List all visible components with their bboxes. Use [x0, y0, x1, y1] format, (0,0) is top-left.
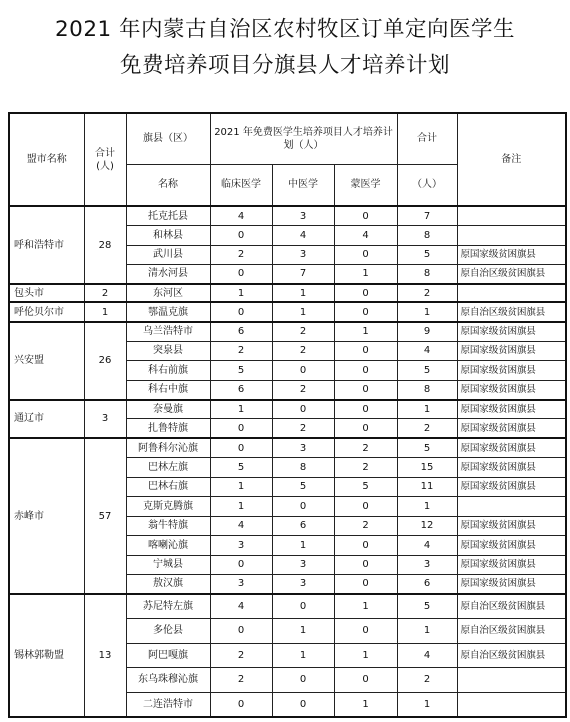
mongolian-count: 0 — [334, 206, 397, 225]
county-name: 武川县 — [126, 245, 210, 264]
county-name: 苏尼特左旗 — [126, 594, 210, 619]
league-total: 28 — [84, 206, 126, 284]
mongolian-count: 0 — [334, 497, 397, 516]
county-total: 8 — [397, 226, 457, 245]
note: 原国家级贫困旗县 — [457, 400, 566, 419]
county-name: 鄂温克旗 — [126, 302, 210, 321]
league-name: 呼伦贝尔市 — [9, 302, 84, 321]
county-total: 1 — [397, 618, 457, 643]
tcm-count: 2 — [272, 419, 334, 438]
note: 原自治区级贫困旗县 — [457, 302, 566, 321]
tcm-count: 2 — [272, 380, 334, 399]
note: 原自治区级贫困旗县 — [457, 643, 566, 668]
league-name: 兴安盟 — [9, 322, 84, 400]
tcm-count: 0 — [272, 668, 334, 693]
note: 原国家级贫困旗县 — [457, 477, 566, 496]
header-note: 备注 — [457, 113, 566, 206]
note: 原国家级贫困旗县 — [457, 245, 566, 264]
table-row — [9, 206, 566, 225]
header-total-a: 合计 (人) — [84, 113, 126, 206]
county-total: 1 — [397, 692, 457, 717]
tcm-count: 3 — [272, 438, 334, 457]
county-name: 奈曼旗 — [126, 400, 210, 419]
league-total: 26 — [84, 322, 126, 400]
clinical-count: 5 — [210, 458, 272, 477]
clinical-count: 0 — [210, 419, 272, 438]
county-name: 东乌珠穆沁旗 — [126, 668, 210, 693]
county-total: 4 — [397, 536, 457, 555]
county-name: 托克托县 — [126, 206, 210, 225]
clinical-count: 5 — [210, 361, 272, 380]
county-total: 12 — [397, 516, 457, 535]
mongolian-count: 0 — [334, 574, 397, 593]
mongolian-count: 1 — [334, 264, 397, 283]
county-name: 敖汉旗 — [126, 574, 210, 593]
league-name: 赤峰市 — [9, 438, 84, 594]
mongolian-count: 0 — [334, 361, 397, 380]
mongolian-count: 0 — [334, 668, 397, 693]
tcm-count: 0 — [272, 692, 334, 717]
note — [457, 497, 566, 516]
note: 原国家级贫困旗县 — [457, 380, 566, 399]
league-name: 呼和浩特市 — [9, 206, 84, 284]
clinical-count: 0 — [210, 226, 272, 245]
note: 原自治区级贫困旗县 — [457, 618, 566, 643]
note: 原国家级贫困旗县 — [457, 516, 566, 535]
clinical-count: 2 — [210, 643, 272, 668]
county-name: 乌兰浩特市 — [126, 322, 210, 341]
county-name: 科右中旗 — [126, 380, 210, 399]
county-name: 克斯克腾旗 — [126, 497, 210, 516]
note: 原国家级贫困旗县 — [457, 574, 566, 593]
tcm-count: 3 — [272, 206, 334, 225]
county-total: 1 — [397, 302, 457, 321]
county-name: 宁城县 — [126, 555, 210, 574]
note: 原国家级贫困旗县 — [457, 419, 566, 438]
header-mongolian: 蒙医学 — [334, 164, 397, 206]
mongolian-count: 2 — [334, 516, 397, 535]
county-total: 7 — [397, 206, 457, 225]
tcm-count: 0 — [272, 497, 334, 516]
county-name: 巴林右旗 — [126, 477, 210, 496]
tcm-count: 1 — [272, 284, 334, 302]
league-total: 57 — [84, 438, 126, 594]
clinical-count: 6 — [210, 380, 272, 399]
county-total: 5 — [397, 361, 457, 380]
clinical-count: 3 — [210, 536, 272, 555]
mongolian-count: 0 — [334, 618, 397, 643]
clinical-count: 2 — [210, 341, 272, 360]
clinical-count: 0 — [210, 302, 272, 321]
header-county-name: 名称 — [126, 164, 210, 206]
county-total: 1 — [397, 497, 457, 516]
header-plan-group: 2021 年免费医学生培养项目人才培养计划（人） — [210, 113, 397, 164]
tcm-count: 4 — [272, 226, 334, 245]
clinical-count: 1 — [210, 400, 272, 419]
clinical-count: 4 — [210, 516, 272, 535]
mongolian-count: 0 — [334, 245, 397, 264]
tcm-count: 7 — [272, 264, 334, 283]
note: 原国家级贫困旗县 — [457, 555, 566, 574]
mongolian-count: 0 — [334, 380, 397, 399]
county-total: 2 — [397, 668, 457, 693]
county-name: 突泉县 — [126, 341, 210, 360]
note: 原国家级贫困旗县 — [457, 361, 566, 380]
tcm-count: 6 — [272, 516, 334, 535]
county-name: 扎鲁特旗 — [126, 419, 210, 438]
tcm-count: 3 — [272, 245, 334, 264]
clinical-count: 3 — [210, 574, 272, 593]
note — [457, 284, 566, 302]
county-total: 4 — [397, 341, 457, 360]
county-name: 巴林左旗 — [126, 458, 210, 477]
county-name: 多伦县 — [126, 618, 210, 643]
clinical-count: 0 — [210, 692, 272, 717]
county-total: 5 — [397, 245, 457, 264]
clinical-count: 1 — [210, 284, 272, 302]
mongolian-count: 1 — [334, 594, 397, 619]
tcm-count: 0 — [272, 361, 334, 380]
county-name: 科右前旗 — [126, 361, 210, 380]
document-title-line1: 2021 年内蒙古自治区农村牧区订单定向医学生 — [54, 17, 516, 42]
header-row-1 — [9, 113, 566, 164]
tcm-count: 1 — [272, 643, 334, 668]
clinical-count: 0 — [210, 555, 272, 574]
mongolian-count: 4 — [334, 226, 397, 245]
header-clinical: 临床医学 — [210, 164, 272, 206]
clinical-count: 4 — [210, 594, 272, 619]
county-total: 1 — [397, 400, 457, 419]
table-row — [9, 322, 566, 341]
league-total: 2 — [84, 284, 126, 302]
tcm-count: 5 — [272, 477, 334, 496]
mongolian-count: 0 — [334, 536, 397, 555]
county-total: 2 — [397, 419, 457, 438]
mongolian-count: 5 — [334, 477, 397, 496]
clinical-count: 2 — [210, 245, 272, 264]
county-total: 4 — [397, 643, 457, 668]
tcm-count: 2 — [272, 322, 334, 341]
county-name: 阿巴嘎旗 — [126, 643, 210, 668]
table-row — [9, 438, 566, 457]
county-name: 二连浩特市 — [126, 692, 210, 717]
header-county-group: 旗县（区） — [126, 113, 210, 164]
note — [457, 226, 566, 245]
league-name: 包头市 — [9, 284, 84, 302]
county-total: 5 — [397, 438, 457, 457]
league-total: 13 — [84, 594, 126, 717]
note: 原国家级贫困旗县 — [457, 536, 566, 555]
county-total: 2 — [397, 284, 457, 302]
county-name: 翁牛特旗 — [126, 516, 210, 535]
clinical-count: 0 — [210, 438, 272, 457]
table-row — [9, 302, 566, 321]
county-name: 清水河县 — [126, 264, 210, 283]
table-row — [9, 284, 566, 302]
clinical-count: 1 — [210, 497, 272, 516]
note: 原自治区级贫困旗县 — [457, 594, 566, 619]
header-league: 盟市名称 — [9, 113, 84, 206]
mongolian-count: 1 — [334, 643, 397, 668]
note: 原自治区级贫困旗县 — [457, 264, 566, 283]
tcm-count: 1 — [272, 302, 334, 321]
league-name: 通辽市 — [9, 400, 84, 439]
clinical-count: 0 — [210, 618, 272, 643]
tcm-count: 0 — [272, 400, 334, 419]
mongolian-count: 0 — [334, 284, 397, 302]
tcm-count: 1 — [272, 536, 334, 555]
note — [457, 668, 566, 693]
header-total-b-bottom: （人） — [397, 164, 457, 206]
clinical-count: 6 — [210, 322, 272, 341]
league-name: 锡林郭勒盟 — [9, 594, 84, 717]
tcm-count: 1 — [272, 618, 334, 643]
county-name: 东河区 — [126, 284, 210, 302]
note — [457, 206, 566, 225]
table-row — [9, 400, 566, 419]
note — [457, 692, 566, 717]
document-title-line2: 免费培养项目分旗县人才培养计划 — [119, 53, 450, 78]
county-total: 3 — [397, 555, 457, 574]
league-total: 3 — [84, 400, 126, 439]
county-total: 5 — [397, 594, 457, 619]
county-name: 喀喇沁旗 — [126, 536, 210, 555]
county-total: 11 — [397, 477, 457, 496]
note: 原国家级贫困旗县 — [457, 438, 566, 457]
tcm-count: 3 — [272, 574, 334, 593]
county-total: 15 — [397, 458, 457, 477]
header-tcm: 中医学 — [272, 164, 334, 206]
mongolian-count: 0 — [334, 341, 397, 360]
tcm-count: 3 — [272, 555, 334, 574]
mongolian-count: 0 — [334, 400, 397, 419]
mongolian-count: 1 — [334, 322, 397, 341]
mongolian-count: 1 — [334, 692, 397, 717]
clinical-count: 2 — [210, 668, 272, 693]
mongolian-count: 2 — [334, 458, 397, 477]
note: 原国家级贫困旗县 — [457, 341, 566, 360]
clinical-count: 1 — [210, 477, 272, 496]
table-row — [9, 594, 566, 619]
county-total: 8 — [397, 380, 457, 399]
county-total: 9 — [397, 322, 457, 341]
county-name: 和林县 — [126, 226, 210, 245]
mongolian-count: 0 — [334, 302, 397, 321]
county-name: 阿鲁科尔沁旗 — [126, 438, 210, 457]
mongolian-count: 2 — [334, 438, 397, 457]
clinical-count: 0 — [210, 264, 272, 283]
tcm-count: 8 — [272, 458, 334, 477]
header-total-b-top: 合计 — [397, 113, 457, 164]
league-total: 1 — [84, 302, 126, 321]
plan-table — [8, 112, 567, 718]
mongolian-count: 0 — [334, 419, 397, 438]
county-total: 8 — [397, 264, 457, 283]
tcm-count: 0 — [272, 594, 334, 619]
note: 原国家级贫困旗县 — [457, 322, 566, 341]
county-total: 6 — [397, 574, 457, 593]
note: 原国家级贫困旗县 — [457, 458, 566, 477]
mongolian-count: 0 — [334, 555, 397, 574]
clinical-count: 4 — [210, 206, 272, 225]
tcm-count: 2 — [272, 341, 334, 360]
